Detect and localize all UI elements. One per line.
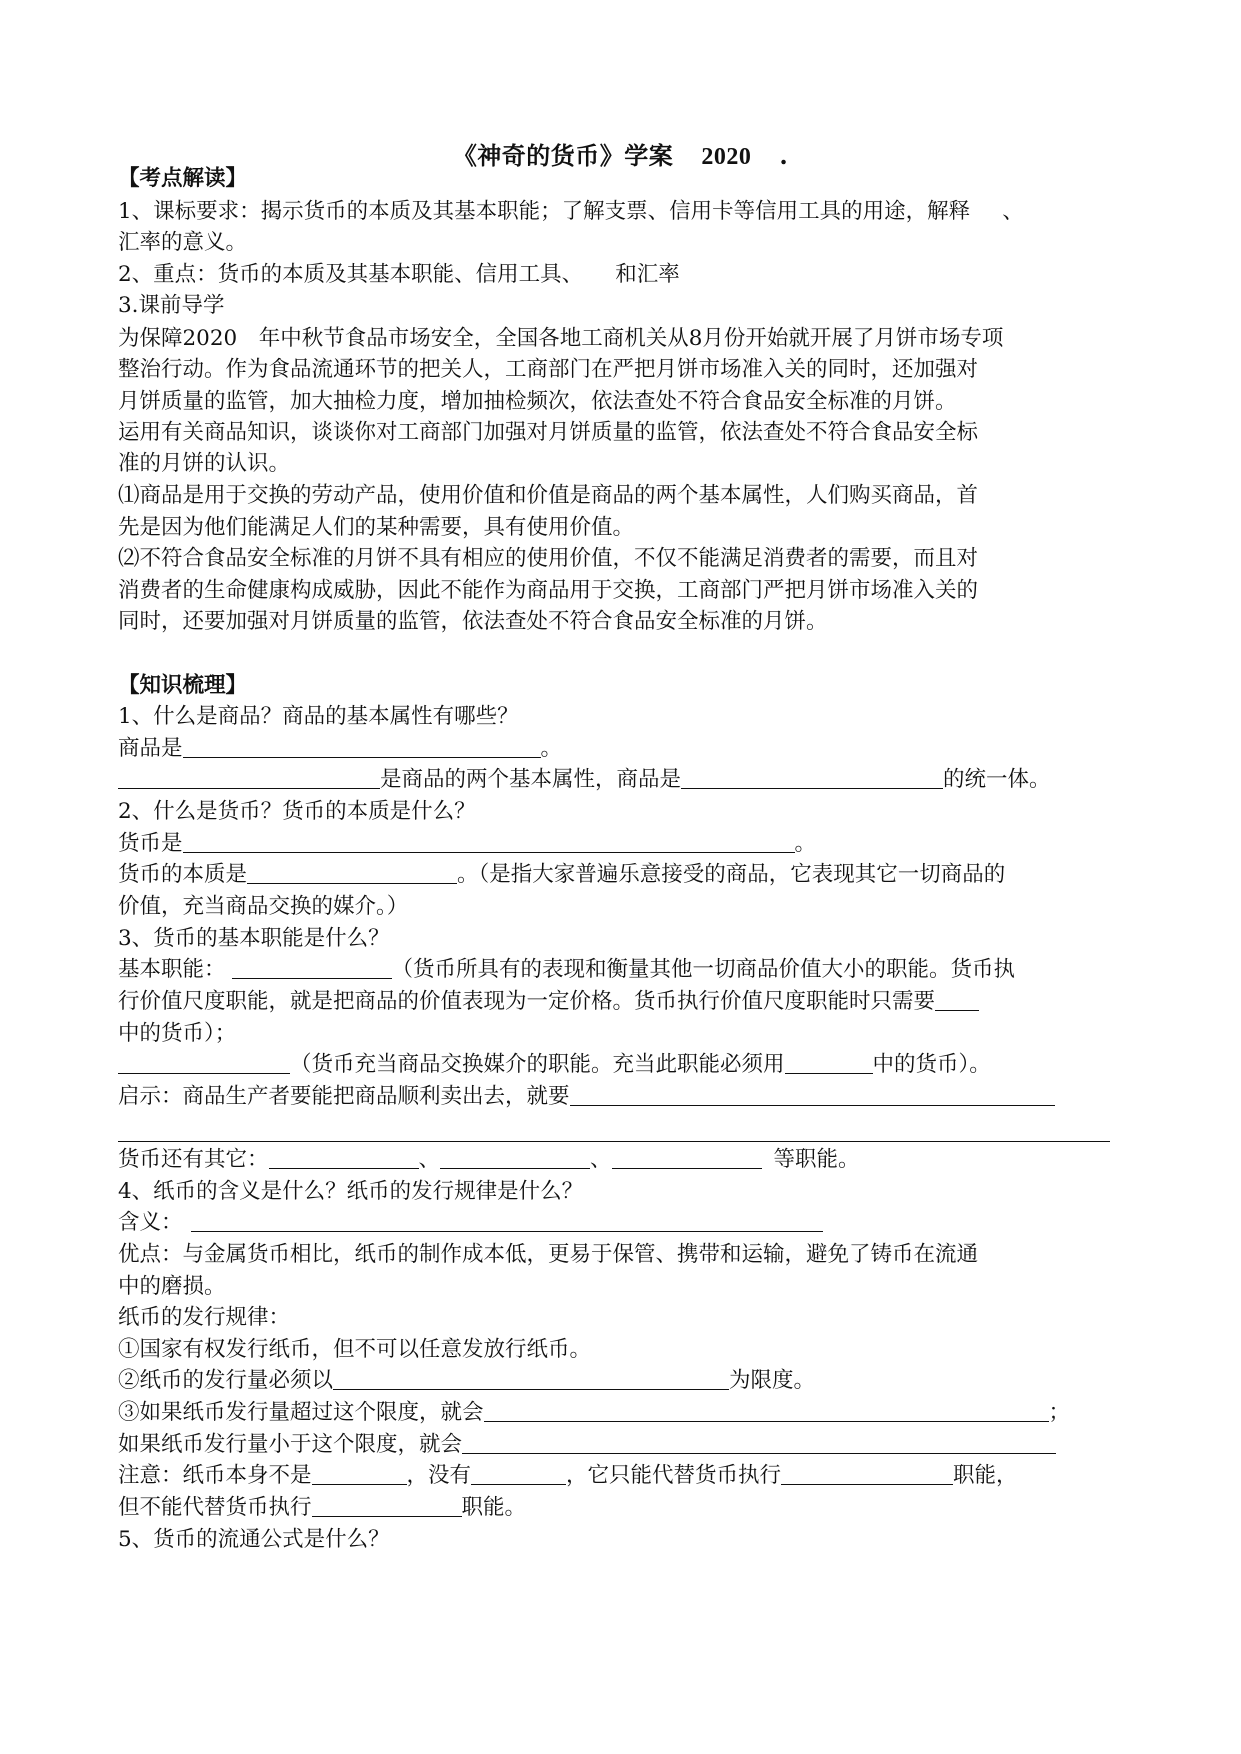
text-span: 货币是	[118, 831, 183, 856]
question-4: 4、纸币的含义是什么？纸币的发行规律是什么？	[118, 1179, 584, 1204]
q4-line-j	[118, 1493, 526, 1523]
title-year: 2020	[701, 144, 752, 170]
paragraph-line: 整治行动。作为食品流通环节的把关人，工商部门在严把月饼市场准入关的同时，还加强对	[118, 357, 979, 382]
text-line: 3.课前导学	[118, 293, 225, 318]
text-line: 中的磨损。	[118, 1274, 226, 1299]
text-span: 。（是指大家普遍乐意接受的商品，它表现其它一切商品的	[457, 862, 1006, 887]
paragraph-line: 运用有关商品知识，谈谈你对工商部门加强对月饼质量的监管，依法查处不符合食品安全标	[118, 420, 979, 445]
blank-field[interactable]	[312, 1494, 462, 1517]
blank-field[interactable]	[118, 766, 380, 789]
answer-line: ⑴商品是用于交换的劳动产品，使用价值和价值是商品的两个基本属性，人们购买商品，首	[118, 483, 979, 508]
blank-field[interactable]	[612, 1146, 762, 1169]
q2-line-a	[118, 829, 816, 859]
text-span: ；	[1048, 1400, 1071, 1425]
text-span: 货币的本质是	[118, 862, 248, 887]
q2-line-b	[118, 860, 1005, 890]
text-line: 汇率的意义。	[118, 230, 248, 255]
key-focus-line	[118, 260, 680, 290]
q1-line-a	[118, 734, 562, 764]
q3-line-a	[118, 955, 1015, 985]
text-span: 基本职能：	[118, 957, 226, 982]
blank-field[interactable]	[471, 1462, 566, 1485]
q4-line-i	[118, 1461, 1018, 1491]
q1-line-b	[118, 765, 1051, 795]
text-span: 、	[418, 1147, 441, 1172]
answer-line: ⑵不符合食品安全标准的月饼不具有相应的使用价值，不仅不能满足消费者的需要，而且对	[118, 546, 979, 571]
text-span: 为限度。	[729, 1368, 816, 1393]
q3-line-g	[118, 1145, 860, 1175]
question-3: 3、货币的基本职能是什么？	[118, 926, 390, 951]
blank-field[interactable]	[462, 1431, 1056, 1454]
blank-field[interactable]	[484, 1399, 1049, 1422]
blank-field[interactable]	[247, 861, 457, 884]
text-span: 货币还有其它：	[118, 1147, 269, 1172]
blank-field[interactable]	[785, 1051, 873, 1074]
text-span: 职能。	[461, 1495, 527, 1520]
blank-field[interactable]	[183, 735, 541, 758]
q4-line-g	[118, 1398, 1070, 1428]
blank-field[interactable]	[118, 1051, 290, 1074]
q3-line-e	[118, 1082, 1055, 1112]
text-line: 优点：与金属货币相比，纸币的制作成本低，更易于保管、携带和运输，避免了铸币在流通	[118, 1242, 979, 1267]
text-span: 。	[794, 831, 817, 856]
text-span: 2、重点：货币的本质及其基本职能、信用工具、	[118, 262, 584, 287]
text-span: 、	[590, 1147, 612, 1172]
text-span: 1、课标要求：揭示货币的本质及其基本职能；了解支票、信用卡等信用工具的用途，解释	[118, 199, 971, 224]
text-span: ③如果纸币发行量超过这个限度，就会	[118, 1400, 484, 1425]
text-span: 如果纸币发行量小于这个限度，就会	[118, 1432, 463, 1457]
paragraph-line: 月饼质量的监管，加大抽检力度，增加抽检频次，依法查处不符合食品安全标准的月饼。	[118, 389, 957, 414]
paragraph-line: 为保障2020 年中秋节食品市场安全，全国各地工商机关从8月份开始就开展了月饼市场专项	[118, 326, 1004, 351]
blank-field[interactable]	[232, 956, 392, 979]
text-line: 中的货币）；	[118, 1021, 237, 1046]
text-span: 商品是	[118, 736, 183, 761]
section-heading-knowledge: 【知识梳理】	[118, 673, 248, 698]
text-span: 等职能。	[773, 1147, 860, 1172]
q4-line-f	[118, 1366, 815, 1396]
text-span: 启示：商品生产者要能把商品顺利卖出去，就要	[118, 1084, 570, 1109]
text-span: （货币所具有的表现和衡量其他一切商品价值大小的职能。货币执	[391, 957, 1016, 982]
text-span: 和汇率	[615, 262, 680, 287]
text-span: 行价值尺度职能，就是把商品的价值表现为一定价格。货币执行价值尺度职能时只需要	[118, 989, 936, 1014]
blank-field[interactable]	[935, 988, 979, 1011]
answer-line: 消费者的生命健康构成威胁，因此不能作为商品用于交换，工商部门严把月饼市场准入关的	[118, 578, 979, 603]
blank-field[interactable]	[440, 1146, 590, 1169]
blank-field[interactable]	[269, 1146, 419, 1169]
section-heading-key-points: 【考点解读】	[118, 166, 248, 191]
text-line: 价值，充当商品交换的媒介。）	[118, 894, 409, 919]
blank-line[interactable]	[118, 1141, 1110, 1142]
paragraph-line: 准的月饼的认识。	[118, 451, 291, 476]
title-main: 《神奇的货币》学案	[452, 141, 674, 170]
q3-line-b	[118, 987, 979, 1017]
text-span: ，没有	[406, 1463, 472, 1488]
text-span: 职能，	[953, 1463, 1018, 1488]
blank-field[interactable]	[681, 766, 943, 789]
text-span: 但不能代替货币执行	[118, 1495, 312, 1520]
text-span: 的统一体。	[943, 767, 1051, 792]
blank-field[interactable]	[183, 830, 795, 853]
q4-line-a	[118, 1208, 823, 1238]
text-span: （货币充当商品交换媒介的职能。充当此职能必须用	[290, 1052, 785, 1077]
text-span: 中的货币）。	[872, 1052, 991, 1077]
text-line: 纸币的发行规律：	[118, 1305, 291, 1330]
standard-requirement-line	[118, 197, 1024, 227]
blank-field[interactable]	[781, 1462, 953, 1485]
text-line: ①国家有权发行纸币，但不可以任意发放行纸币。	[118, 1337, 592, 1362]
blank-field[interactable]	[312, 1462, 407, 1485]
text-span: 。	[540, 736, 563, 761]
text-span: ②纸币的发行量必须以	[118, 1368, 334, 1393]
text-span: 注意：纸币本身不是	[118, 1463, 312, 1488]
text-span: 是商品的两个基本属性，商品是	[380, 767, 682, 792]
blank-field[interactable]	[333, 1367, 729, 1390]
question-5: 5、货币的流通公式是什么？	[118, 1527, 390, 1552]
q4-line-h	[118, 1430, 1056, 1460]
blank-field[interactable]	[570, 1083, 1055, 1106]
q3-line-d	[118, 1050, 991, 1080]
answer-line: 先是因为他们能满足人们的某种需要，具有使用价值。	[118, 515, 635, 540]
question-1: 1、什么是商品？商品的基本属性有哪些？	[118, 704, 519, 729]
question-2: 2、什么是货币？货币的本质是什么？	[118, 799, 476, 824]
title-dot: .	[779, 141, 789, 170]
text-span: 、	[1002, 199, 1024, 224]
answer-line: 同时，还要加强对月饼质量的监管，依法查处不符合食品安全标准的月饼。	[118, 609, 828, 634]
text-span: 含义：	[118, 1210, 183, 1235]
blank-field[interactable]	[191, 1209, 823, 1232]
text-span: ，它只能代替货币执行	[566, 1463, 782, 1488]
